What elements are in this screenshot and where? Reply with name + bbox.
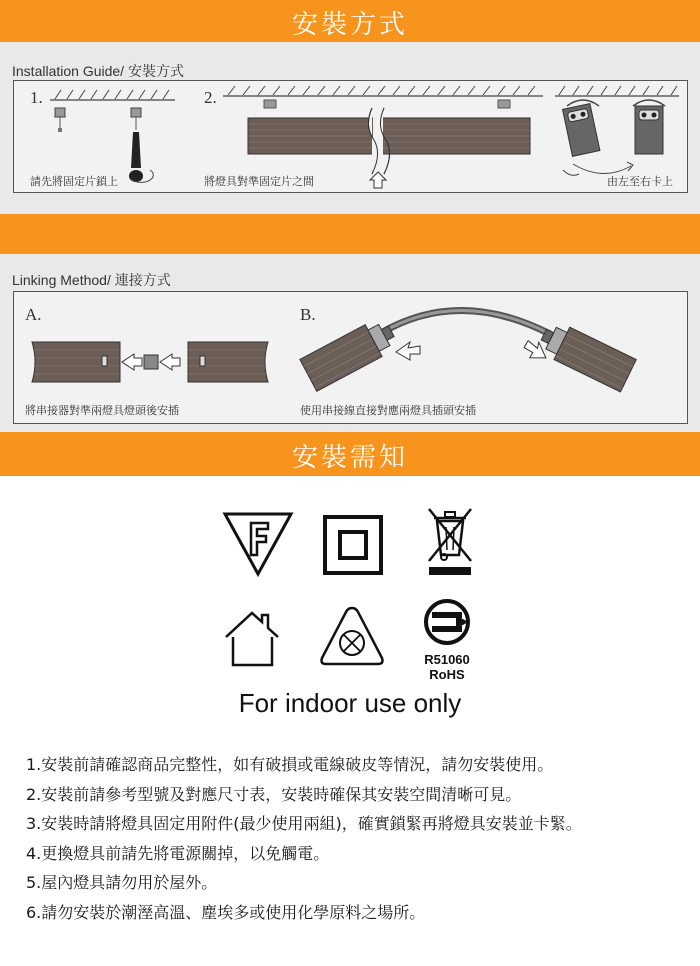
weee-bin-icon xyxy=(424,505,476,577)
list-item: 3.安裝時請將燈具固定用附件(最少使用兩組)，確實鎖緊再將燈具安裝並卡緊。 xyxy=(26,814,582,833)
divider-band xyxy=(0,214,700,254)
link-a-caption: 將串接器對準兩燈具燈頭後安插 xyxy=(25,404,179,417)
f-mark-icon xyxy=(222,511,294,577)
link-a-illustration xyxy=(24,336,274,388)
step1-caption: 請先將固定片鎖上 xyxy=(30,175,118,188)
double-insulation-icon xyxy=(322,514,384,576)
link-b-caption: 使用串接線直接對應兩燈具插頭安插 xyxy=(300,404,476,417)
list-item: 1.安裝前請確認商品完整性，如有破損或電線破皮等情況，請勿安裝使用。 xyxy=(26,755,554,774)
thermal-triangle-icon xyxy=(318,604,386,668)
indoor-house-icon xyxy=(222,607,282,669)
step1-number: 1. xyxy=(30,88,43,107)
notes-list xyxy=(26,750,696,927)
list-item: 6.請勿安裝於潮溼高溫、塵埃多或使用化學原料之場所。 xyxy=(26,902,426,922)
link-a-label: A. xyxy=(25,305,42,324)
linking-heading: Linking Method/ 連接方式 xyxy=(12,272,171,288)
step2-caption: 將燈具對準固定片之間 xyxy=(204,175,314,188)
certification-codes xyxy=(410,652,484,682)
list-item: 2.安裝前請參考型號及對應尺寸表，安裝時確保其安裝空間清晰可見。 xyxy=(26,784,522,804)
link-b-illustration xyxy=(296,296,676,396)
bsmi-code: R51060 xyxy=(424,652,470,667)
bsmi-mark-icon xyxy=(418,598,476,650)
list-item: 5.屋內燈具請勿用於屋外。 xyxy=(26,873,218,892)
step3-caption: 由左至右卡上 xyxy=(607,175,673,188)
list-item: 4.更換燈具前請先將電源關掉，以免觸電。 xyxy=(26,843,330,863)
step3-clip-illustration xyxy=(553,84,681,184)
notice-banner-title: 安裝需知 xyxy=(291,443,408,473)
indoor-use-notice: For indoor use only xyxy=(238,688,462,718)
installation-heading: Installation Guide/ 安裝方式 xyxy=(12,63,184,79)
step2-number: 2. xyxy=(204,88,217,107)
install-banner-title: 安裝方式 xyxy=(291,10,408,40)
link-b-label: B. xyxy=(300,305,316,324)
rohs-label: RoHS xyxy=(429,667,465,682)
